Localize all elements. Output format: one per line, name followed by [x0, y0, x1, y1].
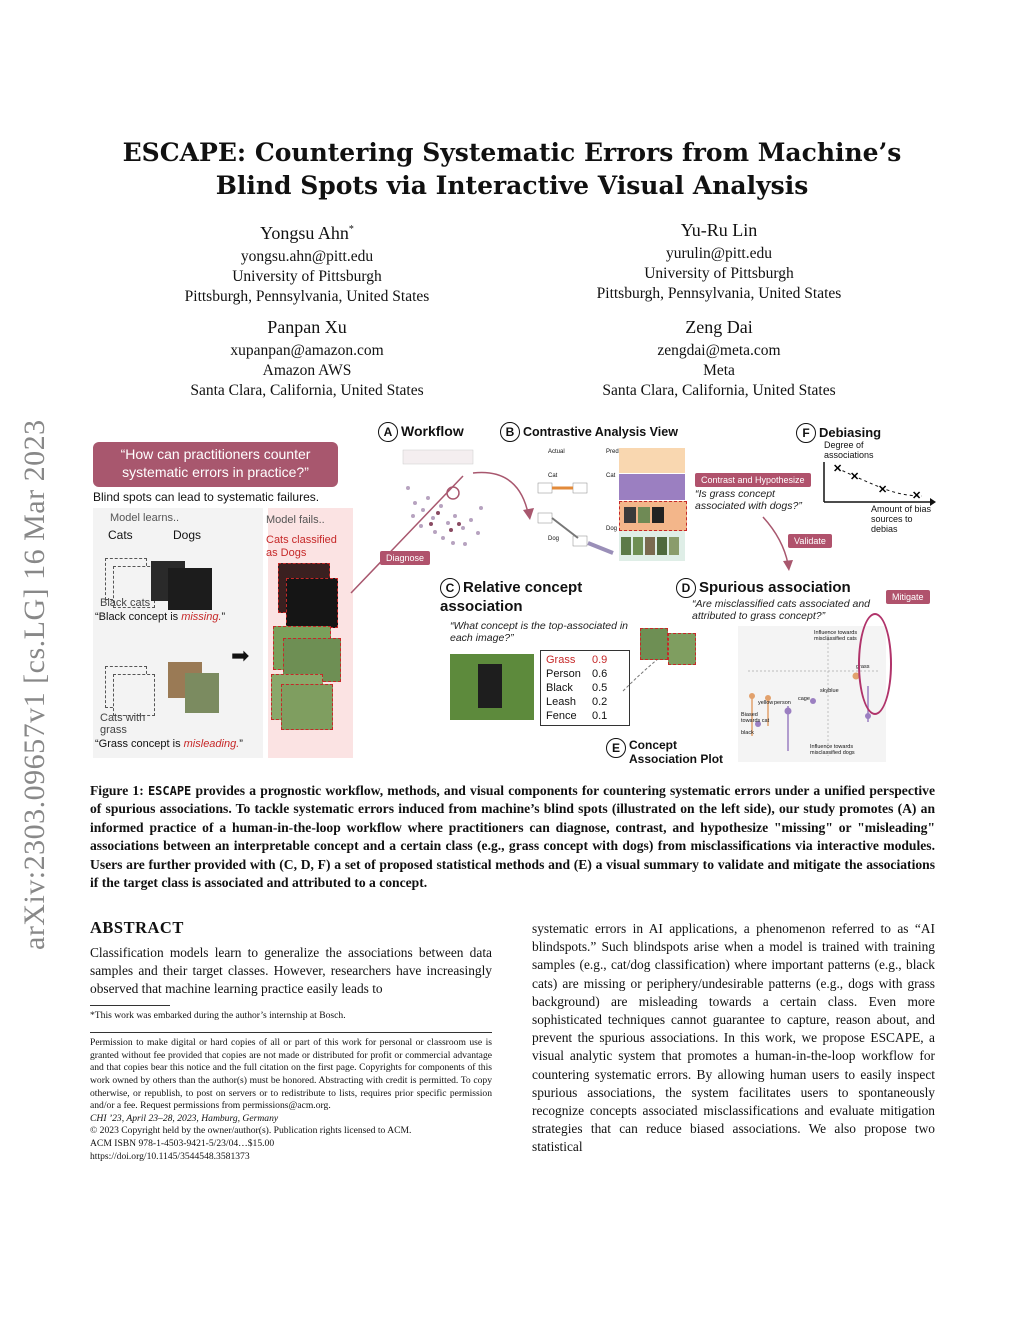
black-cat-photo: [168, 568, 212, 610]
doi-link[interactable]: https://doi.org/10.1145/3544548.3581373: [90, 1150, 250, 1162]
panel-d-title: Spurious association: [699, 579, 851, 596]
hypothesis-text: “Is grass concept associated with dogs?”: [695, 488, 802, 512]
panel-c-question: “What concept is the top-associated in each image?”: [450, 620, 629, 644]
arrow-right-icon: ➡: [231, 644, 250, 669]
misclassified-black-cat-photo: [286, 578, 338, 628]
left-column: [90, 918, 492, 1163]
panel-d-header: [676, 578, 851, 598]
cats-with-grass-label: Cats with grass: [100, 712, 146, 736]
cat-grass-photo: [450, 654, 534, 720]
abstract-heading: ABSTRACT: [90, 918, 184, 937]
panel-letter: C: [440, 578, 460, 598]
misclassified-grass-cat-photo: [281, 684, 333, 730]
black-missing-text: “Black concept is missing.”: [95, 611, 226, 623]
panel-b-header: [500, 422, 678, 442]
plot-label-influence-cats: Influence towards misclassified cats: [814, 630, 858, 642]
author-affiliation: Meta: [703, 362, 735, 379]
author-location: Santa Clara, California, United States: [602, 382, 836, 399]
caption-text: provides a prognostic workflow, methods, and visual components for countering systematic errors under a unified perspective of spurious associations. To tackle systematic errors induced from machine’s blind spots (illustrated on the left side), our study promotes (A) an informed practice of a human-in-the-loop workflow where practitioners can diagnose, contrast, and hypothesize "missing" or "misleading" associations between an interpretable concept and a certain class (e.g., grass concept with dogs) from misclassifications via interactive modules. Users are further provided with (C, D, F) a set of proposed statistical methods and (E) a visual summary to validate and mitigate the associations if the target class is associated and attributed to a concept.: [90, 783, 935, 891]
contrast-cat-label: Cat: [606, 473, 616, 479]
panel-d-question: “Are misclassified cats associated and attributed to grass concept?”: [692, 598, 870, 622]
blind-spots-text: Blind spots can lead to systematic failures.: [93, 490, 320, 504]
author-affiliation: University of Pittsburgh: [644, 265, 794, 282]
author-location: Santa Clara, California, United States: [190, 382, 424, 399]
abstract-text-left: Classification models learn to generalize the associations between data samples and their target classes. However, researchers have increasingly observed that machine learning practice easily leads to: [90, 945, 492, 997]
author-block-3: [137, 315, 477, 401]
paper-title: ESCAPE: Countering Systematic Errors from Machine’s Blind Spots via Interactive Visual Analysis: [122, 138, 902, 200]
isbn-line: ACM ISBN 978-1-4503-9421-5/23/04…$15.00: [90, 1137, 275, 1149]
debiasing-chart: [822, 460, 937, 510]
panel-letter: B: [500, 422, 520, 442]
concept-row: Person 0.6: [546, 668, 608, 680]
mitigate-tag: Mitigate: [886, 590, 930, 604]
right-column: [532, 920, 935, 1157]
cat-on-grass-photo: [185, 673, 219, 713]
image-grid-row: [619, 531, 685, 561]
panel-e-header: [606, 738, 746, 766]
model-fails-label: Model fails..: [266, 514, 325, 526]
author-block-4: [549, 315, 889, 401]
author-block-1: [137, 218, 477, 307]
arxiv-sideband: [18, 350, 78, 950]
grass-misleading-text: “Grass concept is misleading.”: [95, 738, 243, 750]
author-affiliation: University of Pittsburgh: [232, 268, 382, 285]
pred-dog-block: [619, 474, 685, 500]
image-grid-row: [619, 501, 687, 531]
panel-b-title: Contrastive Analysis View: [523, 425, 678, 439]
model-learns-label: Model learns..: [110, 512, 180, 524]
plot-label-biased-cats: Biased towards cat: [741, 712, 770, 724]
concept-row: Black 0.5: [546, 682, 608, 694]
grass-cat-thumb: [668, 633, 696, 665]
panel-letter: E: [606, 738, 626, 758]
permission-notice: Permission to make digital or hard copies of all or part of this work for personal or classroom use is granted without fee provided that copies are not made or distributed for profit or commercial advantage and that copies bear this notice and the full citation on the first page. Copyrights for components of this work owned by others than the author(s) must be honored. Abstracting with credit is permitted. To copy otherwise, or republish, to post on servers or to redistribute to lists, requires prior specific permission and/or a fee. Request permissions from permissions@acm.org.: [90, 1037, 492, 1112]
author-name: Yu-Ru Lin: [680, 220, 758, 240]
plot-label-grass: grass: [856, 664, 870, 670]
panel-c-header: [440, 578, 640, 616]
caption-label: Figure 1:: [90, 783, 148, 798]
venue-line: CHI ’23, April 23–28, 2023, Hamburg, Germany: [90, 1112, 279, 1124]
concept-row: Leash 0.2: [546, 696, 608, 708]
author-footnote: *This work was embarked during the author’s internship at Bosch.: [90, 1009, 346, 1021]
panel-letter: F: [796, 423, 816, 443]
grass-cat-thumb: [640, 628, 668, 660]
plot-label-cage: cage: [798, 696, 810, 702]
author-affiliation: Amazon AWS: [262, 362, 352, 379]
figure-caption: [90, 782, 935, 892]
diagnose-tag: Diagnose: [380, 551, 430, 565]
author-footnote-mark: *: [348, 224, 354, 235]
copyright-line: © 2023 Copyright held by the owner/author(s). Publication rights licensed to ACM.: [90, 1125, 412, 1137]
author-email[interactable]: yongsu.ahn@pitt.edu: [240, 248, 374, 265]
mitigate-highlight-ellipse: [858, 613, 892, 715]
cats-classified-label: Cats classified as Dogs: [266, 534, 337, 559]
panel-e-title: Concept Association Plot: [629, 738, 724, 766]
author-name: Panpan Xu: [267, 317, 347, 337]
debias-y-label: Degree of associations: [824, 440, 874, 460]
contrast-cat-label: Cat: [548, 473, 558, 479]
arxiv-id: arXiv:2303.09657v1 [cs.LG] 16 Mar 2023: [18, 419, 51, 950]
panel-letter: D: [676, 578, 696, 598]
svg-text:✕: ✕: [878, 484, 888, 496]
author-location: Pittsburgh, Pennsylvania, United States: [596, 285, 842, 302]
contrast-pred-label: Pred: [606, 449, 619, 455]
cats-label: Cats: [108, 528, 133, 542]
contrast-flow-diagram: [533, 458, 618, 558]
contrast-dog-label: Dog: [606, 526, 618, 532]
svg-text:✕: ✕: [850, 471, 860, 483]
panel-a-header: [378, 422, 464, 442]
pred-cat-block: [619, 448, 685, 473]
dashed-image-placeholder: [113, 674, 155, 716]
contrast-dog-label: Dog: [548, 536, 560, 542]
dogs-label: Dogs: [173, 528, 202, 542]
plot-label-influence-dogs: Influence towards misclassified dogs: [810, 744, 855, 756]
caption-system-name: ESCAPE: [147, 784, 192, 798]
author-name: Zeng Dai: [685, 317, 753, 337]
question-banner: “How can practitioners counter systematic errors in practice?”: [93, 442, 338, 487]
plot-label-person: person: [774, 700, 791, 706]
black-cats-label: Black cats: [100, 597, 151, 609]
author-email[interactable]: zengdai@meta.com: [657, 342, 781, 359]
panel-f-title: Debiasing: [819, 425, 882, 440]
concept-row: Grass 0.9: [546, 654, 608, 666]
svg-text:✕: ✕: [833, 463, 843, 475]
contrast-actual-label: Actual: [548, 449, 565, 455]
footnote-rule: [90, 1005, 170, 1006]
author-block-2: [549, 218, 889, 304]
svg-text:✕: ✕: [912, 490, 922, 502]
abstract-text-right: systematic errors in AI applications, a phenomenon referred to as “AI blindspots.” Such blindspots arise when a model is trained with training samples (e.g., cat/dog classification) where important patterns (e.g., black cats) are missing or periphery/undesirable patterns (e.g., dogs with grass background) are misleading towards a certain class. Even more sophisticated techniques cannot guarantee to capture, reason about, and prevent the spurious associations. In this work, we propose ESCAPE, a visual analytic system that promotes a human-in-the-loop workflow for countering systematic errors. By allowing human users to easily inspect spurious associations, the system facilitates users to spontaneously recognize concepts associated misclassifications and evaluate mitigation strategies that can reduce biased associations. We also propose two statistical: [532, 921, 935, 1155]
plot-label-black: black: [741, 730, 754, 736]
concept-score-table: [540, 650, 630, 726]
teaser-figure: [88, 418, 938, 773]
validate-tag: Validate: [788, 534, 832, 548]
author-email[interactable]: xupanpan@amazon.com: [230, 342, 384, 359]
plot-label-yellow: yellow: [758, 700, 774, 706]
debias-x-label: Amount of bias sources to debias: [871, 504, 932, 534]
contrast-tag: Contrast and Hypothesize: [695, 473, 811, 487]
plot-label-skyblue: skyblue: [820, 688, 839, 694]
permission-rule: [90, 1032, 492, 1033]
panel-letter: A: [378, 422, 398, 442]
author-location: Pittsburgh, Pennsylvania, United States: [184, 288, 430, 305]
panel-c-title: Relative concept association: [440, 579, 583, 615]
author-email[interactable]: yurulin@pitt.edu: [666, 245, 772, 262]
author-name: Yongsu Ahn: [260, 223, 349, 243]
concept-row: Fence 0.1: [546, 710, 608, 722]
panel-a-title: Workflow: [401, 423, 464, 439]
